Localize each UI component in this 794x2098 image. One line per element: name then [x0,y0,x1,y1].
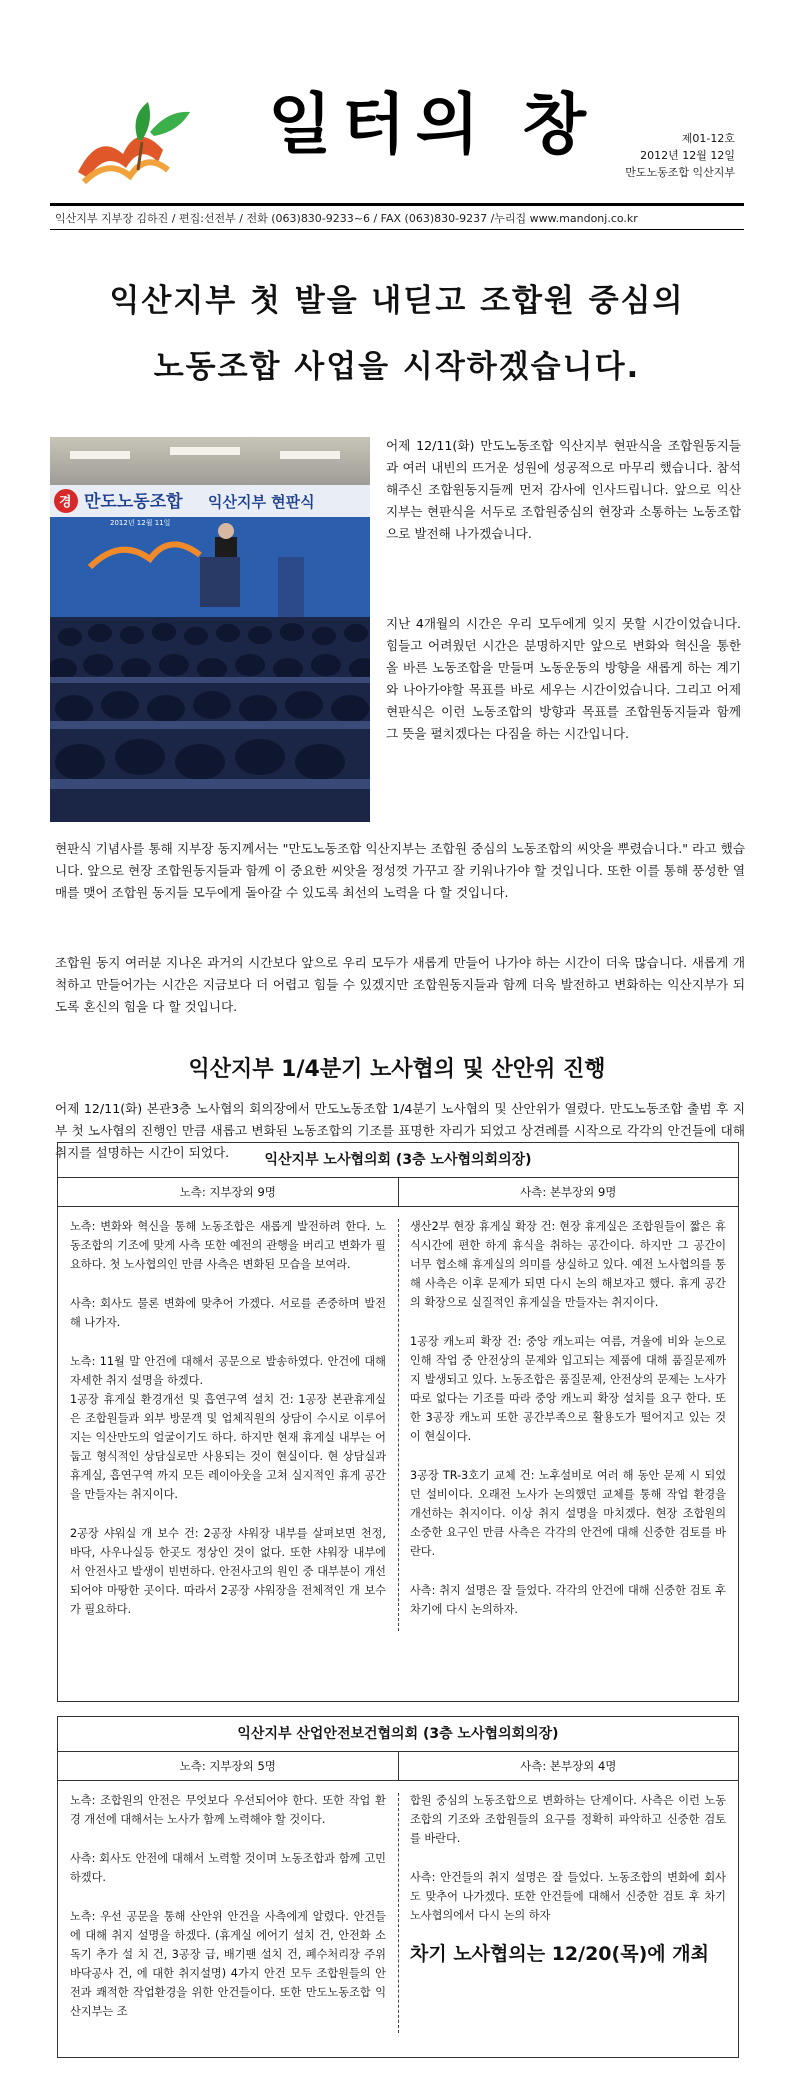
column-divider [398,1793,399,2033]
box-1-participants [58,1178,738,1207]
minutes-item: 사측: 회사도 물론 변화에 맞추어 가겠다. 서로를 존중하며 발전해 나가자. [70,1297,386,1329]
minutes-item: 2공장 샤워실 개 보수 건: 2공장 샤워장 내부를 살펴보면 천정, 바닥, 사우나실등 한곳도 정상인 것이 없다. 또한 샤워장 내부에서 안전사고 발생이 빈번하다. 안전사고의 원인 중 대부분이 개선되어야 마땅한 곳이다. 따라서 2공장 샤워장을 전체적인 개 보수가 필요하다. [70,1527,386,1616]
contact-line: 익산지부 지부장 김하진 / 편집:선전부 / 전화 (063)830-9233~6 / FAX (063)830-9237 /누리집 www.mandonj.co.kr [55,212,638,225]
box-1-title: 익산지부 노사협의회 (3층 노사협의회의장) [58,1143,738,1178]
contact-rule [50,229,744,230]
article-paragraph-4: 조합원 동지 여러분 지나온 과거의 시간보다 앞으로 우리 모두가 새롭게 만들어 나가야 하는 시간이 더욱 많습니다. 새롭게 개척하고 만들어가는 시간은 지금보다 더 어렵고 힘들 수 있겠지만 조합원동지들과 함께 더욱 발전하고 변화하는 익산지부가 되도록 혼신의 힘을 다 할 것입니다. [55,955,745,1014]
box-2-columns [58,1781,738,2041]
minutes-item: 노측: 11월 말 안건에 대해서 공문으로 발송하였다. 안건에 대해 자세한 취지 설명을 하겠다. [70,1355,386,1387]
box-1-right-column [398,1207,738,1639]
labor-side-count: 노측: 지부장외 5명 [179,1759,276,1773]
next-meeting-notice: 차기 노사협의는 12/20(목)에 개최 [410,1943,709,1965]
column-divider [398,1219,399,1631]
issue-info [585,130,735,181]
headline-line-2: 노동조합 사업을 시작하겠습니다. [153,349,641,385]
management-side-count: 사측: 본부장외 9명 [398,1178,739,1206]
publisher: 만도노동조합 익산지부 [625,166,735,179]
ceremony-photo [50,437,370,822]
box-2-title: 익산지부 산업안전보건협의회 (3층 노사협의회의장) [58,1717,738,1752]
masthead-title: 일터의 창 [268,86,597,163]
minutes-item: 1공장 캐노피 확장 건: 중앙 캐노피는 여름, 겨울에 비와 눈으로 인해 작업 중 안전상의 문제와 입고되는 제품에 대해 품질문제까지 발생되고 있다. 노동조합은 품질문제, 안전상의 문제는 노사가 따로 없다는 기조를 따라 중앙 캐노피 확장 설치를 요구 한다. 또한 3공장 캐노피 또한 공간부족으로 활용도가 떨어지고 있는 것이 현실이다. [410,1335,726,1443]
labor-side-count: 노측: 지부장외 9명 [179,1185,276,1199]
minutes-item: 사측: 취지 설명은 잘 들었다. 각각의 안건에 대해 신중한 검토 후 차기에 다시 논의하자. [410,1584,726,1616]
masthead-rule [50,203,744,206]
minutes-item: 노측: 우선 공문을 통해 산안위 안건을 사측에게 알렸다. 안건들에 대해 취지 설명을 하겠다. (휴게실 에어기 설치 건, 안전화 소독기 추가 설 치 건, 3공장 급, 배기팬 설치 건, 폐수처리장 주위 바닥공사 건, 에 대한 취지설명) 4가지 안건 모두 조합원들의 안전과 쾌적한 작업환경을 위한 안건들이다. 또한 만도노동조합 익산지부는 조 [70,1910,386,2018]
box-2-participants [58,1752,738,1781]
box-2-right-column [398,1781,738,2041]
minutes-item: 1공장 휴게실 환경개선 및 흡연구역 설치 건: 1공장 본관휴게실은 조합원들과 외부 방문객 및 업체직원의 상담이 수시로 이루어지는 익산만도의 얼굴이기도 하다. 하지만 현재 휴게실 내부는 어둡고 형식적인 상담실로만 사용되는 것이 현실이다. 현 상담실과휴게실, 흡연구역 까지 모든 레이아웃을 고쳐 실지적인 휴게 공간을 만들자는 취지이다. [70,1393,386,1501]
box-2-left-column [58,1781,398,2041]
minutes-item: 노측: 변화와 혁신을 통해 노동조합은 새롭게 발전하려 한다. 노동조합의 기조에 맞게 사측 또한 예전의 관행을 버리고 변화가 필요하다. 첫 노사협의인 만큼 사측은 변화된 모습을 보여라. [70,1220,386,1271]
section-2-intro: 어제 12/11(화) 본관3층 노사협의 회의장에서 만도노동조합 1/4분기 노사협의 및 산안위가 열렸다. 만도노동조합 출범 후 지부 첫 노사협의 진행인 만큼 새롭고 변화된 노동조합의 기조를 표명한 자리가 되었고 상견례를 시작으로 각각의 안건들에 대해 취지를 설명하는 시간이 되었다. [55,1101,745,1160]
article-paragraph-3: 현판식 기념사를 통해 지부장 동지께서는 "만도노동조합 익산지부는 조합원 중심의 노동조합의 씨앗을 뿌렸습니다." 라고 했습니다. 앞으로 현장 조합원동지들과 함께 이 중요한 씨앗을 정성껏 가꾸고 잘 키워나가야 할 것입니다. 또한 이를 통해 풍성한 열매를 맺어 조합원 동지들 모두에게 돌아갈 수 있도록 최선의 노력을 다 할 것입니다. [55,841,745,900]
minutes-item: 노측: 조합원의 안전은 무엇보다 우선되어야 한다. 또한 작업 환경 개선에 대해서는 노사가 함께 노력해야 할 것이다. [70,1794,386,1826]
main-headline [40,268,754,400]
article-paragraph-2: 지난 4개월의 시간은 우리 모두에게 잊지 못할 시간이었습니다. 힘들고 어려웠던 시간은 분명하지만 앞으로 변화와 혁신을 통한 올 바른 노동조합을 만들며 노동운동의 방향을 새롭게 하는 계기와 나아가야할 목표를 바로 세우는 시간이었습니다. 그리고 어제 현판식은 이런 노동조합의 방향과 목표를 조합원동지들과 함께 그 뜻을 펼치겠다는 다짐을 하는 시간입니다. [386,616,741,741]
svg-text:경: 경 [59,495,72,510]
article-paragraph-1: 어제 12/11(화) 만도노동조합 익산지부 현판식을 조합원동지들과 여러 내빈의 뜨거운 성원에 성공적으로 마무리 했습니다. 참석해주신 조합원동지들께 먼저 감사에 인사드립니다. 앞으로 익산지부는 현판식을 서두로 조합원중심의 현장과 소통하는 노동조합으로 발전해 나가겠습니다. [386,438,741,541]
safety-health-council-box [57,1716,739,2058]
headline-line-1: 익산지부 첫 발을 내딛고 조합원 중심의 [109,283,685,319]
box-1-columns [58,1207,738,1639]
issue-date: 2012년 12월 12일 [640,149,735,162]
ceremony-photo-image [50,437,370,822]
svg-text:2012년 12월 11일: 2012년 12월 11일 [110,519,171,527]
svg-text:만도노동조합: 만도노동조합 [84,492,183,512]
issue-number: 제01-12호 [681,132,735,145]
minutes-item: 사측: 안건들의 취지 설명은 잘 들었다. 노동조합의 변화에 회사도 맞추어 나가겠다. 또한 안건들에 대해서 신중한 검토 후 차기 노사협의에서 다시 논의 하자 [410,1871,726,1922]
minutes-item: 합원 중심의 노동조합으로 변화하는 단계이다. 사측은 이런 노동조합의 기조와 조합원들의 요구를 정확히 파악하고 신중한 검토를 바란다. [410,1794,726,1845]
minutes-item: 3공장 TR-3호기 교체 건: 노후설비로 여러 해 동안 문제 시 되었던 설비이다. 오래전 노사가 논의했던 교체를 통해 작업 환경을 개선하는 취지이다. 이상 취지 설명을 마치겠다. 현장 조합원의 소중한 요구인 만큼 사측은 각각의 안건에 대해 신중한 검토를 바란다. [410,1469,726,1558]
union-logo-icon [68,92,218,192]
section-2-heading: 익산지부 1/4분기 노사협의 및 산안위 진행 [188,1057,606,1082]
labor-management-council-box [57,1142,739,1702]
box-1-left-column [58,1207,398,1639]
minutes-item: 사측: 회사도 안전에 대해서 노력할 것이며 노동조합과 함께 고민하겠다. [70,1852,386,1884]
minutes-item: 생산2부 현장 휴게실 확장 건: 현장 휴게실은 조합원들이 짧은 휴식시간에 편한 하게 휴식을 취하는 공간이다. 하지만 그 공간이 너무 협소해 휴게실의 의미를 상실하고 있다. 예전 노사협의를 통해 사측은 이후 문제가 되면 다시 논의 해보자고 했다. 휴게 공간의 확장으로 실질적인 휴게실을 만들자는 취지이다. [410,1220,726,1309]
management-side-count: 사측: 본부장외 4명 [398,1752,739,1780]
svg-text:익산지부 현판식: 익산지부 현판식 [208,493,315,511]
